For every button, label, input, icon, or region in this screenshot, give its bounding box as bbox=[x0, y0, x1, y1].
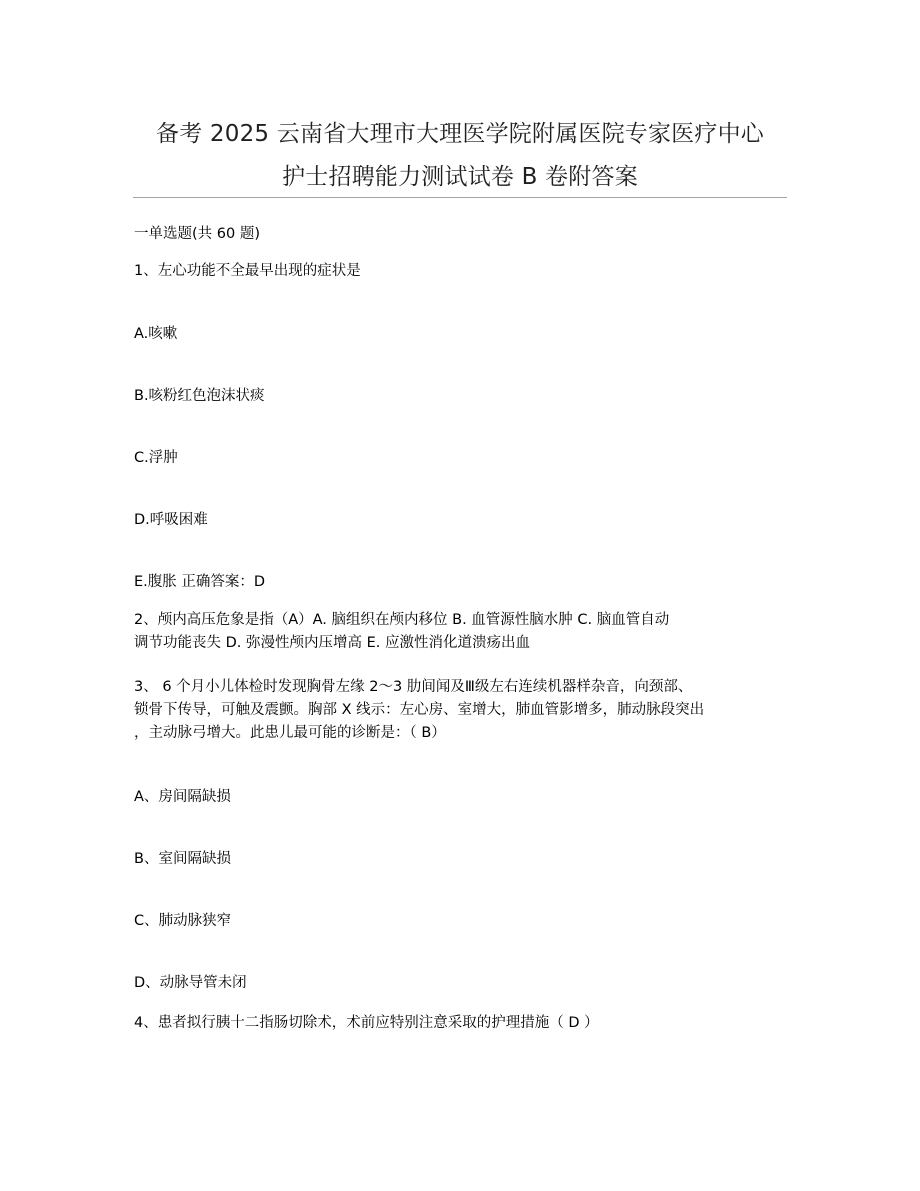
document-title-line-2: 护士招聘能力测试试卷 B 卷附答案 bbox=[282, 164, 638, 190]
question-1-option-b: B.咳粉红色泡沫状痰 bbox=[134, 388, 265, 404]
question-3-line-1: 3、 6 个月小儿体检时发现胸骨左缘 2～3 肋间闻及Ⅲ级左右连续机器样杂音，向颈部、 bbox=[134, 679, 693, 695]
question-3-option-c: C、肺动脉狭窄 bbox=[134, 913, 232, 929]
question-3-option-b: B、室间隔缺损 bbox=[134, 851, 231, 867]
title-divider bbox=[133, 197, 787, 198]
question-3-option-d: D、动脉导管未闭 bbox=[134, 975, 247, 991]
question-2-line-2: 调节功能丧失 D. 弥漫性颅内压增高 E. 应激性消化道溃疡出血 bbox=[134, 635, 530, 651]
question-1-option-a: A.咳嗽 bbox=[134, 326, 178, 342]
question-1-stem: 1、左心功能不全最早出现的症状是 bbox=[134, 263, 361, 279]
question-1-option-d: D.呼吸困难 bbox=[134, 512, 208, 528]
question-4-stem: 4、患者拟行胰十二指肠切除术，术前应特别注意采取的护理措施（ D ） bbox=[134, 1015, 599, 1031]
question-1-option-c: C.浮肿 bbox=[134, 450, 178, 466]
question-2-line-1: 2、颅内高压危象是指（A）A. 脑组织在颅内移位 B. 血管源性脑水肿 C. 脑血管自动 bbox=[134, 612, 670, 628]
document-title-line-1: 备考 2025 云南省大理市大理医学院附属医院专家医疗中心 bbox=[156, 121, 764, 147]
question-3-line-2: 锁骨下传导，可触及震颤。胸部 X 线示：左心房、室增大，肺血管影增多，肺动脉段突出 bbox=[134, 702, 705, 718]
question-3-option-a: A、房间隔缺损 bbox=[134, 789, 231, 805]
question-2-stem bbox=[134, 609, 784, 655]
section-heading: 一单选题(共 60 题) bbox=[134, 226, 260, 242]
question-1-option-e-answer: E.腹胀 正确答案：D bbox=[134, 574, 266, 590]
question-3-line-3: ，主动脉弓增大。此患儿最可能的诊断是：（ B） bbox=[134, 725, 446, 741]
question-3-stem bbox=[134, 676, 784, 745]
